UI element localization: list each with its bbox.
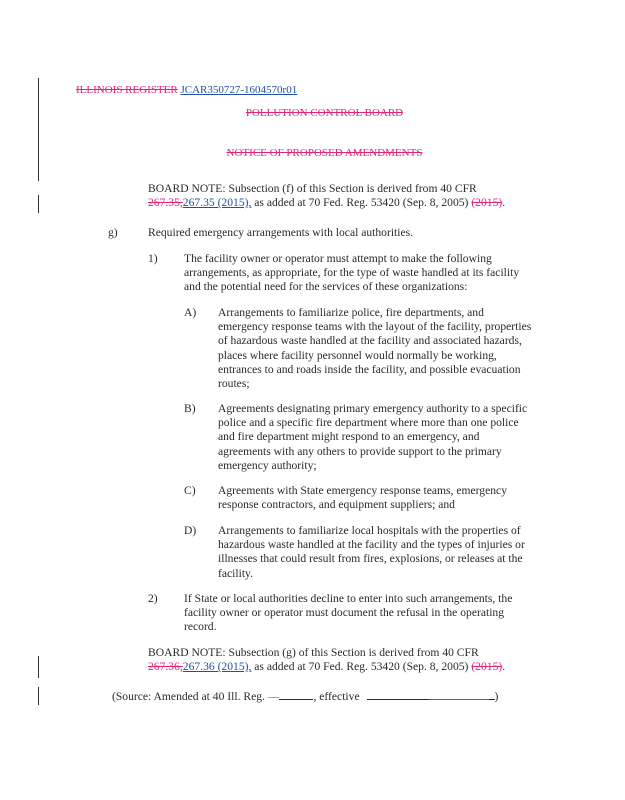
text-line: If State or local authorities decline to enter into such arrangements, the	[184, 592, 513, 605]
text-line: Agreements designating primary emergency authority to a specific	[218, 402, 528, 415]
source-dash: —	[267, 690, 280, 703]
text-line: police and a specific fire department where more than one police	[218, 416, 519, 430]
sub-b-label: B)	[184, 402, 196, 415]
sub-d-label: D)	[184, 524, 197, 537]
notice-title: NOTICE OF PROPOSED AMENDMENTS	[226, 147, 423, 159]
old-citation: 267.35,	[148, 196, 183, 210]
text-line: illnesses that could result from fires, explosions, or releases at the	[218, 552, 523, 566]
text-line: The facility owner or operator must attempt to make the following	[184, 252, 492, 265]
sub-b-text	[218, 402, 527, 473]
source-close: )	[494, 690, 499, 703]
text-line: emergency response teams with the layout of the facility, properties	[218, 320, 532, 334]
text-line: Agreements with State emergency response teams, emergency	[218, 484, 507, 497]
item-1-label: 1)	[148, 252, 158, 265]
volume-blank	[279, 688, 313, 700]
fed-reg-citation: as added at 70 Fed. Reg. 53420 (Sep. 8, 2005)	[251, 196, 469, 210]
text-line: hazardous waste handled at the facility and the types of injuries or	[218, 538, 525, 552]
board-note-f-line1: BOARD NOTE: Subsection (f) of this Section is derived from 40 CFR	[148, 182, 477, 195]
board-note-g-line2	[148, 660, 505, 674]
change-bar	[38, 195, 39, 213]
change-bar	[38, 687, 39, 705]
item-1-text	[184, 252, 519, 295]
board-title: POLLUTION CONTROL BOARD	[245, 107, 404, 119]
item-2-label: 2)	[148, 592, 158, 605]
new-citation: 267.36 (2015),	[182, 660, 252, 674]
text-line: arrangements, as appropriate, for the type of waste handled at its facility	[184, 266, 520, 280]
period: .	[502, 660, 506, 674]
item-2-text	[184, 592, 512, 635]
register-inserted: JCAR350727-1604570r01	[180, 84, 298, 96]
section-g-label: g)	[108, 226, 118, 239]
text-line: entrances to and roads inside the facility, and possible evacuation	[218, 362, 521, 376]
new-citation: 267.35 (2015),	[182, 196, 252, 210]
fed-reg-citation: as added at 70 Fed. Reg. 53420 (Sep. 8, 2005)	[251, 660, 469, 674]
board-note-g-line1: BOARD NOTE: Subsection (g) of this Section is derived from 40 CFR	[148, 646, 479, 659]
source-prefix: (Source: Amended at 40 Ill. Reg.	[112, 690, 265, 703]
old-year: (2015)	[471, 660, 503, 674]
text-line: facility owner or operator must document the refusal in the operating	[184, 606, 505, 620]
sub-c-label: C)	[184, 484, 196, 497]
board-note-f	[148, 182, 505, 210]
text-line: response contractors, and equipment suppliers; and	[218, 498, 455, 512]
change-bar	[38, 78, 39, 181]
date-blank	[367, 688, 429, 700]
sub-d-text	[218, 524, 525, 581]
text-line: record.	[184, 620, 217, 634]
sub-a-label: A)	[184, 306, 197, 319]
text-line: Arrangements to familiarize police, fire departments, and	[218, 306, 484, 319]
period: .	[502, 196, 506, 210]
text-line: of hazardous waste handled at the facility and associated hazards,	[218, 334, 522, 348]
sub-c-text	[218, 484, 507, 512]
text-line: agreements with any others to provide support to the primary	[218, 444, 502, 458]
source-line	[112, 688, 498, 704]
board-note-f-line2	[148, 196, 505, 210]
register-header	[76, 84, 297, 96]
text-line: emergency authority;	[218, 458, 317, 472]
section-g-text: Required emergency arrangements with local authorities.	[148, 226, 414, 239]
old-year: (2015)	[471, 196, 503, 210]
date-blank-deleted	[429, 688, 489, 700]
text-line: Arrangements to familiarize local hospitals with the properties of	[218, 524, 521, 537]
sub-a-text	[218, 306, 531, 391]
text-line: and the potential need for the services of these organizations:	[184, 280, 468, 294]
register-deleted: ILLINOIS REGISTER	[76, 84, 178, 96]
text-line: routes;	[218, 377, 250, 391]
text-line: facility.	[218, 566, 253, 580]
text-line: places where facility personnel would normally be working,	[218, 348, 497, 362]
board-note-g	[148, 646, 505, 674]
text-line: and fire department might respond to an emergency, and	[218, 430, 480, 444]
source-effective: , effective	[313, 690, 360, 703]
change-bar	[38, 656, 39, 678]
old-citation: 267.36,	[148, 660, 183, 674]
